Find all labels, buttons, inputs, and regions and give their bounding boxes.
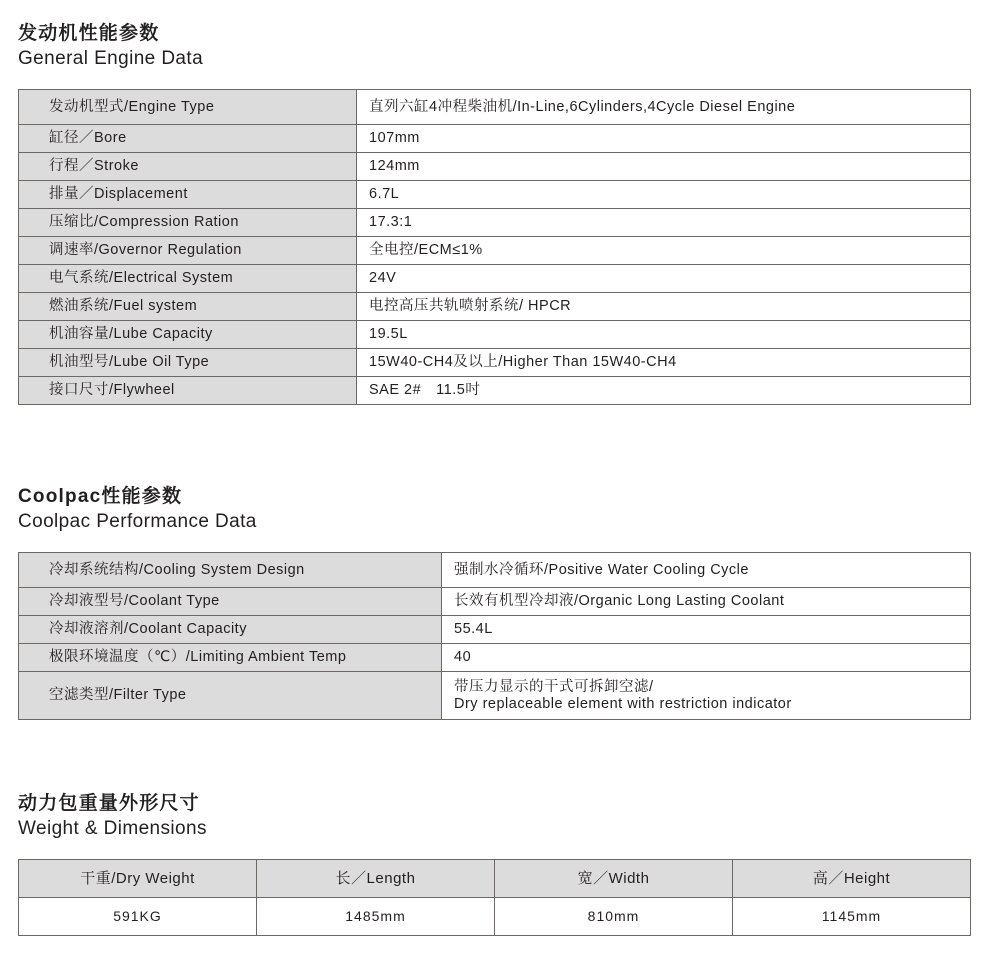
table-row <box>19 553 971 588</box>
row-label: 接口尺寸/Flywheel <box>19 377 357 405</box>
section-title-en: General Engine Data <box>18 48 204 69</box>
row-value: 24V <box>357 265 971 293</box>
row-value: 15W40-CH4及以上/Higher Than 15W40-CH4 <box>357 349 971 377</box>
row-value: 长效有机型冷却液/Organic Long Lasting Coolant <box>442 588 971 616</box>
section-weight-and-dimensions <box>0 792 1000 936</box>
table-row <box>19 181 971 209</box>
row-value: 电控高压共轨喷射系统/ HPCR <box>357 293 971 321</box>
row-label: 行程／Stroke <box>19 153 357 181</box>
column-header: 长／Length <box>257 860 495 898</box>
table-row <box>19 644 971 672</box>
table-row <box>19 898 971 936</box>
row-value: 55.4L <box>442 616 971 644</box>
table-row <box>19 672 971 720</box>
row-label: 冷却液溶剂/Coolant Capacity <box>19 616 442 644</box>
section-title-en: Weight & Dimensions <box>18 818 207 839</box>
row-value: 6.7L <box>357 181 971 209</box>
table-row <box>19 237 971 265</box>
row-label: 电气系统/Electrical System <box>19 265 357 293</box>
row-label: 机油容量/Lube Capacity <box>19 321 357 349</box>
column-header: 高／Height <box>733 860 971 898</box>
table-row <box>19 125 971 153</box>
row-label: 发动机型式/Engine Type <box>19 90 357 125</box>
cell-value: 1145mm <box>733 898 971 936</box>
row-value: 17.3:1 <box>357 209 971 237</box>
table-row <box>19 153 971 181</box>
row-label: 缸径／Bore <box>19 125 357 153</box>
section-heading-weight-and-dimensions <box>0 792 1000 841</box>
section-title-en: Coolpac Performance Data <box>18 511 257 532</box>
table-row <box>19 265 971 293</box>
row-value: 强制水冷循环/Positive Water Cooling Cycle <box>442 553 971 588</box>
table-row <box>19 588 971 616</box>
section-title-cn: 发动机性能参数 <box>18 23 160 44</box>
row-value: 直列六缸4冲程柴油机/In-Line,6Cylinders,4Cycle Diesel Engine <box>357 90 971 125</box>
section-coolpac-performance-data <box>0 485 1000 720</box>
column-header: 宽／Width <box>495 860 733 898</box>
row-value: 40 <box>442 644 971 672</box>
row-label: 调速率/Governor Regulation <box>19 237 357 265</box>
row-label: 冷却液型号/Coolant Type <box>19 588 442 616</box>
row-label: 排量／Displacement <box>19 181 357 209</box>
section-title-cn: Coolpac性能参数 <box>18 486 183 507</box>
row-value: 19.5L <box>357 321 971 349</box>
column-header: 干重/Dry Weight <box>19 860 257 898</box>
section-title-cn: 动力包重量外形尺寸 <box>18 793 200 814</box>
cell-value: 810mm <box>495 898 733 936</box>
section-general-engine-data <box>0 22 1000 405</box>
coolpac-data-table <box>18 552 971 720</box>
row-value: 全电控/ECM≤1% <box>357 237 971 265</box>
row-value-line-1: 带压力显示的干式可拆卸空滤/ <box>454 678 654 695</box>
table-row <box>19 90 971 125</box>
row-label: 冷却系统结构/Cooling System Design <box>19 553 442 588</box>
row-label: 压缩比/Compression Ration <box>19 209 357 237</box>
table-row <box>19 377 971 405</box>
row-label: 机油型号/Lube Oil Type <box>19 349 357 377</box>
row-label: 极限环境温度（℃）/Limiting Ambient Temp <box>19 644 442 672</box>
row-value-line-2: Dry replaceable element with restriction indicator <box>454 695 792 712</box>
table-row <box>19 616 971 644</box>
row-value: 124mm <box>357 153 971 181</box>
table-header-row <box>19 860 971 898</box>
table-row <box>19 209 971 237</box>
section-heading-general-engine-data <box>0 22 1000 71</box>
section-heading-coolpac-performance-data <box>0 485 1000 534</box>
weight-dimensions-table <box>18 859 971 936</box>
row-value: SAE 2# 11.5吋 <box>357 377 971 405</box>
row-label: 燃油系统/Fuel system <box>19 293 357 321</box>
cell-value: 591KG <box>19 898 257 936</box>
table-row <box>19 349 971 377</box>
table-row <box>19 321 971 349</box>
engine-data-table <box>18 89 971 405</box>
row-value: 107mm <box>357 125 971 153</box>
row-value <box>442 672 971 720</box>
cell-value: 1485mm <box>257 898 495 936</box>
table-row <box>19 293 971 321</box>
row-label: 空滤类型/Filter Type <box>19 672 442 720</box>
